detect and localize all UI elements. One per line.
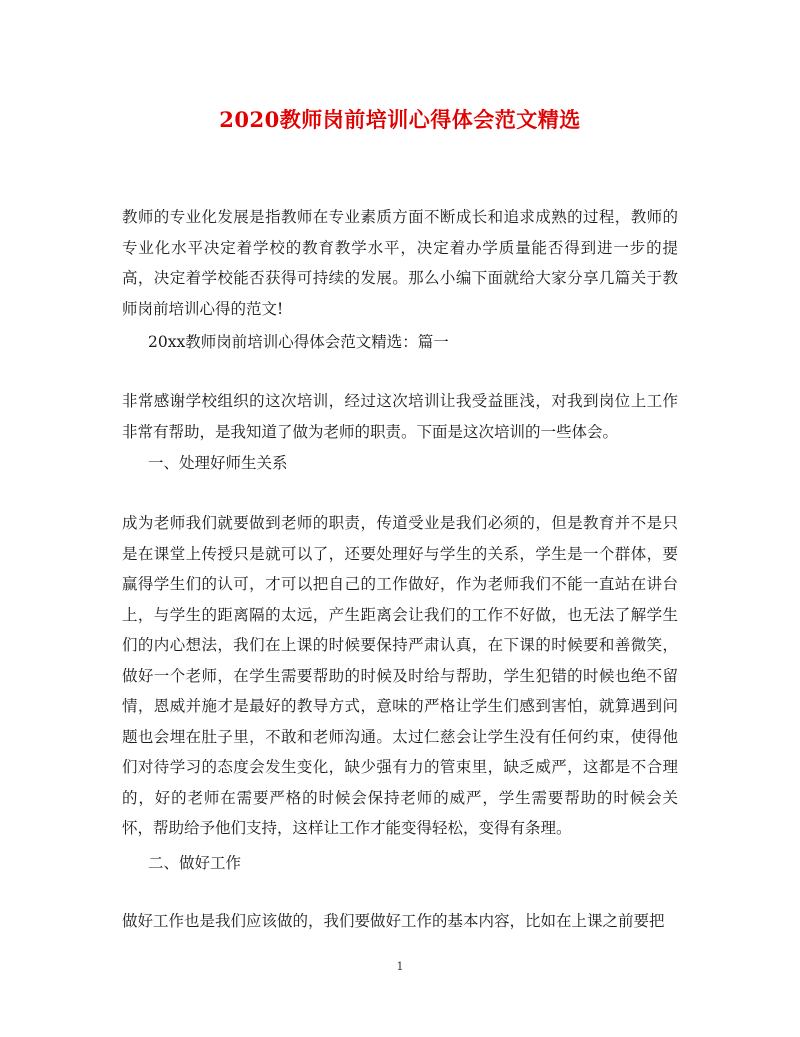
document-title: 2020教师岗前培训心得体会范文精选 — [219, 107, 581, 132]
paragraph-2: 成为老师我们就要做到老师的职责，传道受业是我们必须的，但是教育并不是只是在课堂上传授只是就可以了，还要处理好与学生的关系，学生是一个群体，要赢得学生们的认可，才可以把自己的工作做好，作为老师我们不能一直站在讲台上，与学生的距离隔的太远，产生距离会让我们的工作不好做，也无法了解学生们的内心想法，我们在上课的时候要保持严肃认真，在下课的时候要和善微笑，做好一个老师，在学生需要帮助的时候及时给与帮助，学生犯错的时候也绝不留情，恩威并施才是最好的教导方式，意味的严格让学生们感到害怕，就算遇到问题也会埋在肚子里，不敢和老师沟通。太过仁慈会让学生没有任何约束，使得他们对待学习的态度会发生变化，缺少强有力的管束里，缺乏威严，这都是不合理的，好的老师在需要严格的时候会保持老师的威严，学生需要帮助的时候会关怀，帮助给予他们支持，这样让工作才能变得轻松，变得有条理。 — [122, 514, 678, 837]
section-subtitle: 20xx教师岗前培训心得体会范文精选：篇一 — [148, 333, 449, 351]
page-number: 1 — [396, 960, 404, 973]
heading-1: 一、处理好师生关系 — [148, 454, 288, 472]
intro-paragraph: 教师的专业化发展是指教师在专业素质方面不断成长和追求成熟的过程，教师的专业化水平决定着学校的教育教学水平，决定着办学质量能否得到进一步的提高，决定着学校能否获得可持续的发展。那么小编下面就给大家分享几篇关于教师岗前培训心得的范文! — [122, 208, 678, 318]
heading-2: 二、做好工作 — [148, 854, 242, 872]
paragraph-3: 做好工作也是我们应该做的，我们要做好工作的基本内容，比如在上课之前要把 — [122, 912, 665, 930]
paragraph-1: 非常感谢学校组织的这次培训，经过这次培训让我受益匪浅，对我到岗位上工作非常有帮助，是我知道了做为老师的职责。下面是这次培训的一些体会。 — [122, 392, 678, 441]
